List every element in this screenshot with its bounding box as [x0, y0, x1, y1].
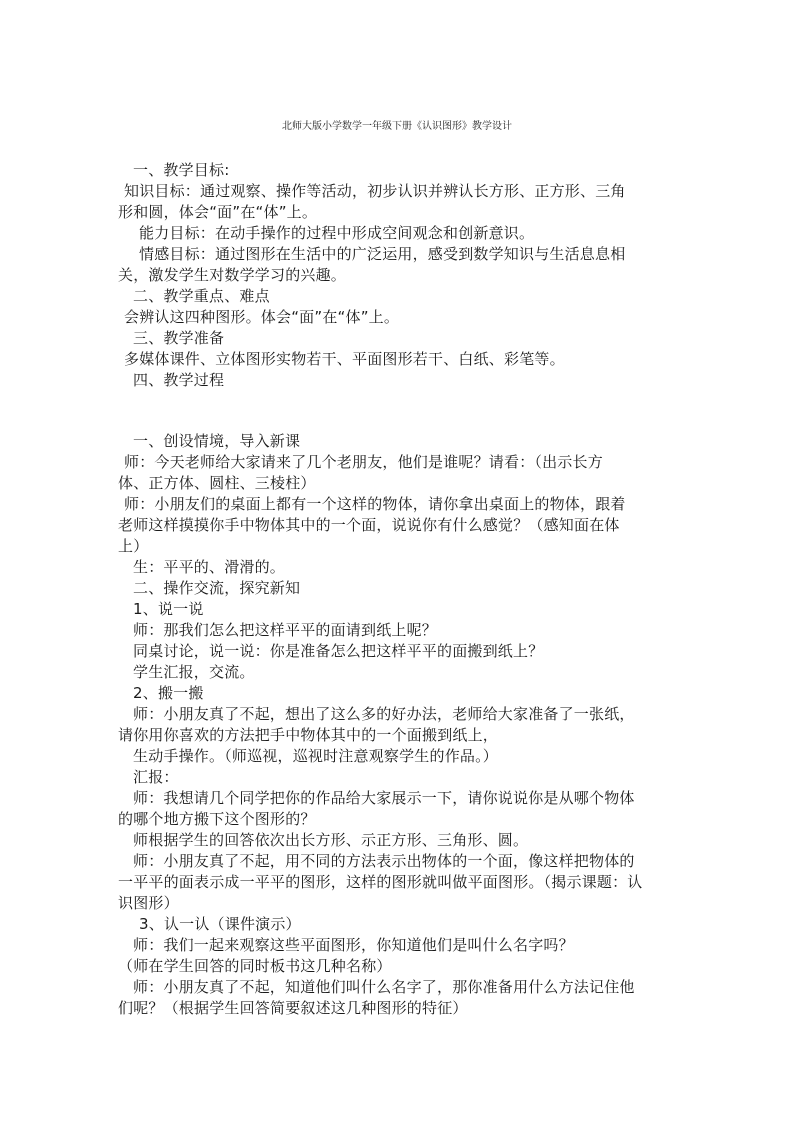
text-line: 们呢？（根据学生回答简要叙述这几种图形的特征） — [118, 999, 468, 1017]
text-line: 2、搬一搬 — [133, 684, 204, 702]
text-line: 师：我们一起来观察这些平面图形，你知道他们是叫什么名字吗？ — [133, 936, 574, 954]
text-line: 学生汇报，交流。 — [133, 663, 255, 681]
text-line: 师根据学生的回答依次出长方形、示正方形、三角形、圆。 — [133, 831, 529, 849]
text-line: 上） — [118, 537, 149, 555]
text-line: 一、教学目标: — [133, 161, 230, 179]
text-line: 师：我想请几个同学把你的作品给大家展示一下，请你说说你是从哪个物体 — [133, 789, 635, 807]
document-title: 北师大版小学数学一年级下册《认识图形》教学设计 — [282, 121, 512, 132]
text-line: 四、教学过程 — [133, 371, 225, 389]
text-line: 一、创设情境，导入新课 — [133, 432, 301, 450]
text-line: 的哪个地方搬下这个图形的？ — [118, 810, 316, 828]
text-line: 体、正方体、圆柱、三棱柱） — [118, 474, 316, 492]
text-line: 二、教学重点、难点 — [133, 287, 270, 305]
text-line: 能力目标：在动手操作的过程中形成空间观念和创新意识。 — [139, 224, 535, 242]
text-line: 情感目标：通过图形在生活中的广泛运用，感受到数学知识与生活息息相 — [139, 245, 626, 263]
text-line: 同桌讨论，说一说：你是准备怎么把这样平平的面搬到纸上？ — [133, 642, 544, 660]
text-line: 师：小朋友真了不起，知道他们叫什么名字了，那你准备用什么方法记住他 — [133, 978, 635, 996]
text-line: 形和圆，体会“面”在“体”上。 — [118, 203, 318, 221]
text-line: 一平平的面表示成一平平的图形，这样的图形就叫做平面图形。（揭示课题：认 — [118, 873, 643, 891]
text-line: 师：那我们怎么把这样平平的面请到纸上呢？ — [133, 621, 438, 639]
text-line: 多媒体课件、立体图形实物若干、平面图形若干、白纸、彩笔等。 — [124, 350, 565, 368]
text-line: 师：小朋友们的桌面上都有一个这样的物体，请你拿出桌面上的物体，跟着 — [124, 495, 626, 513]
text-line: 生：平平的、滑滑的。 — [133, 558, 286, 576]
text-line: 汇报： — [133, 768, 179, 786]
text-line: 生动手操作。（师巡视，巡视时注意观察学生的作品。） — [133, 747, 499, 765]
text-line: （师在学生回答的同时板书这几种名称） — [118, 957, 392, 975]
text-line: 三、教学准备 — [133, 329, 225, 347]
text-line: 识图形） — [118, 894, 179, 912]
text-line: 会辨认这四种图形。体会“面”在“体”上。 — [124, 308, 400, 326]
text-line: 二、操作交流，探究新知 — [133, 579, 301, 597]
text-line: 请你用你喜欢的方法把手中物体其中的一个面搬到纸上， — [118, 726, 499, 744]
text-line: 关，激发学生对数学学习的兴趣。 — [118, 266, 347, 284]
text-line: 师：小朋友真了不起，想出了这么多的好办法，老师给大家准备了一张纸， — [133, 705, 635, 723]
text-line: 师：今天老师给大家请来了几个老朋友，他们是谁呢？请看：（出示长方 — [124, 453, 603, 471]
text-line: 老师这样摸摸你手中物体其中的一个面，说说你有什么感觉？（感知面在体 — [118, 516, 620, 534]
text-line: 3、认一认（课件演示） — [139, 915, 301, 933]
text-line: 1、说一说 — [133, 600, 204, 618]
text-line: 师：小朋友真了不起，用不同的方法表示出物体的一个面，像这样把物体的 — [133, 852, 635, 870]
text-line: 知识目标：通过观察、操作等活动，初步认识并辨认长方形、正方形、三角 — [124, 182, 626, 200]
